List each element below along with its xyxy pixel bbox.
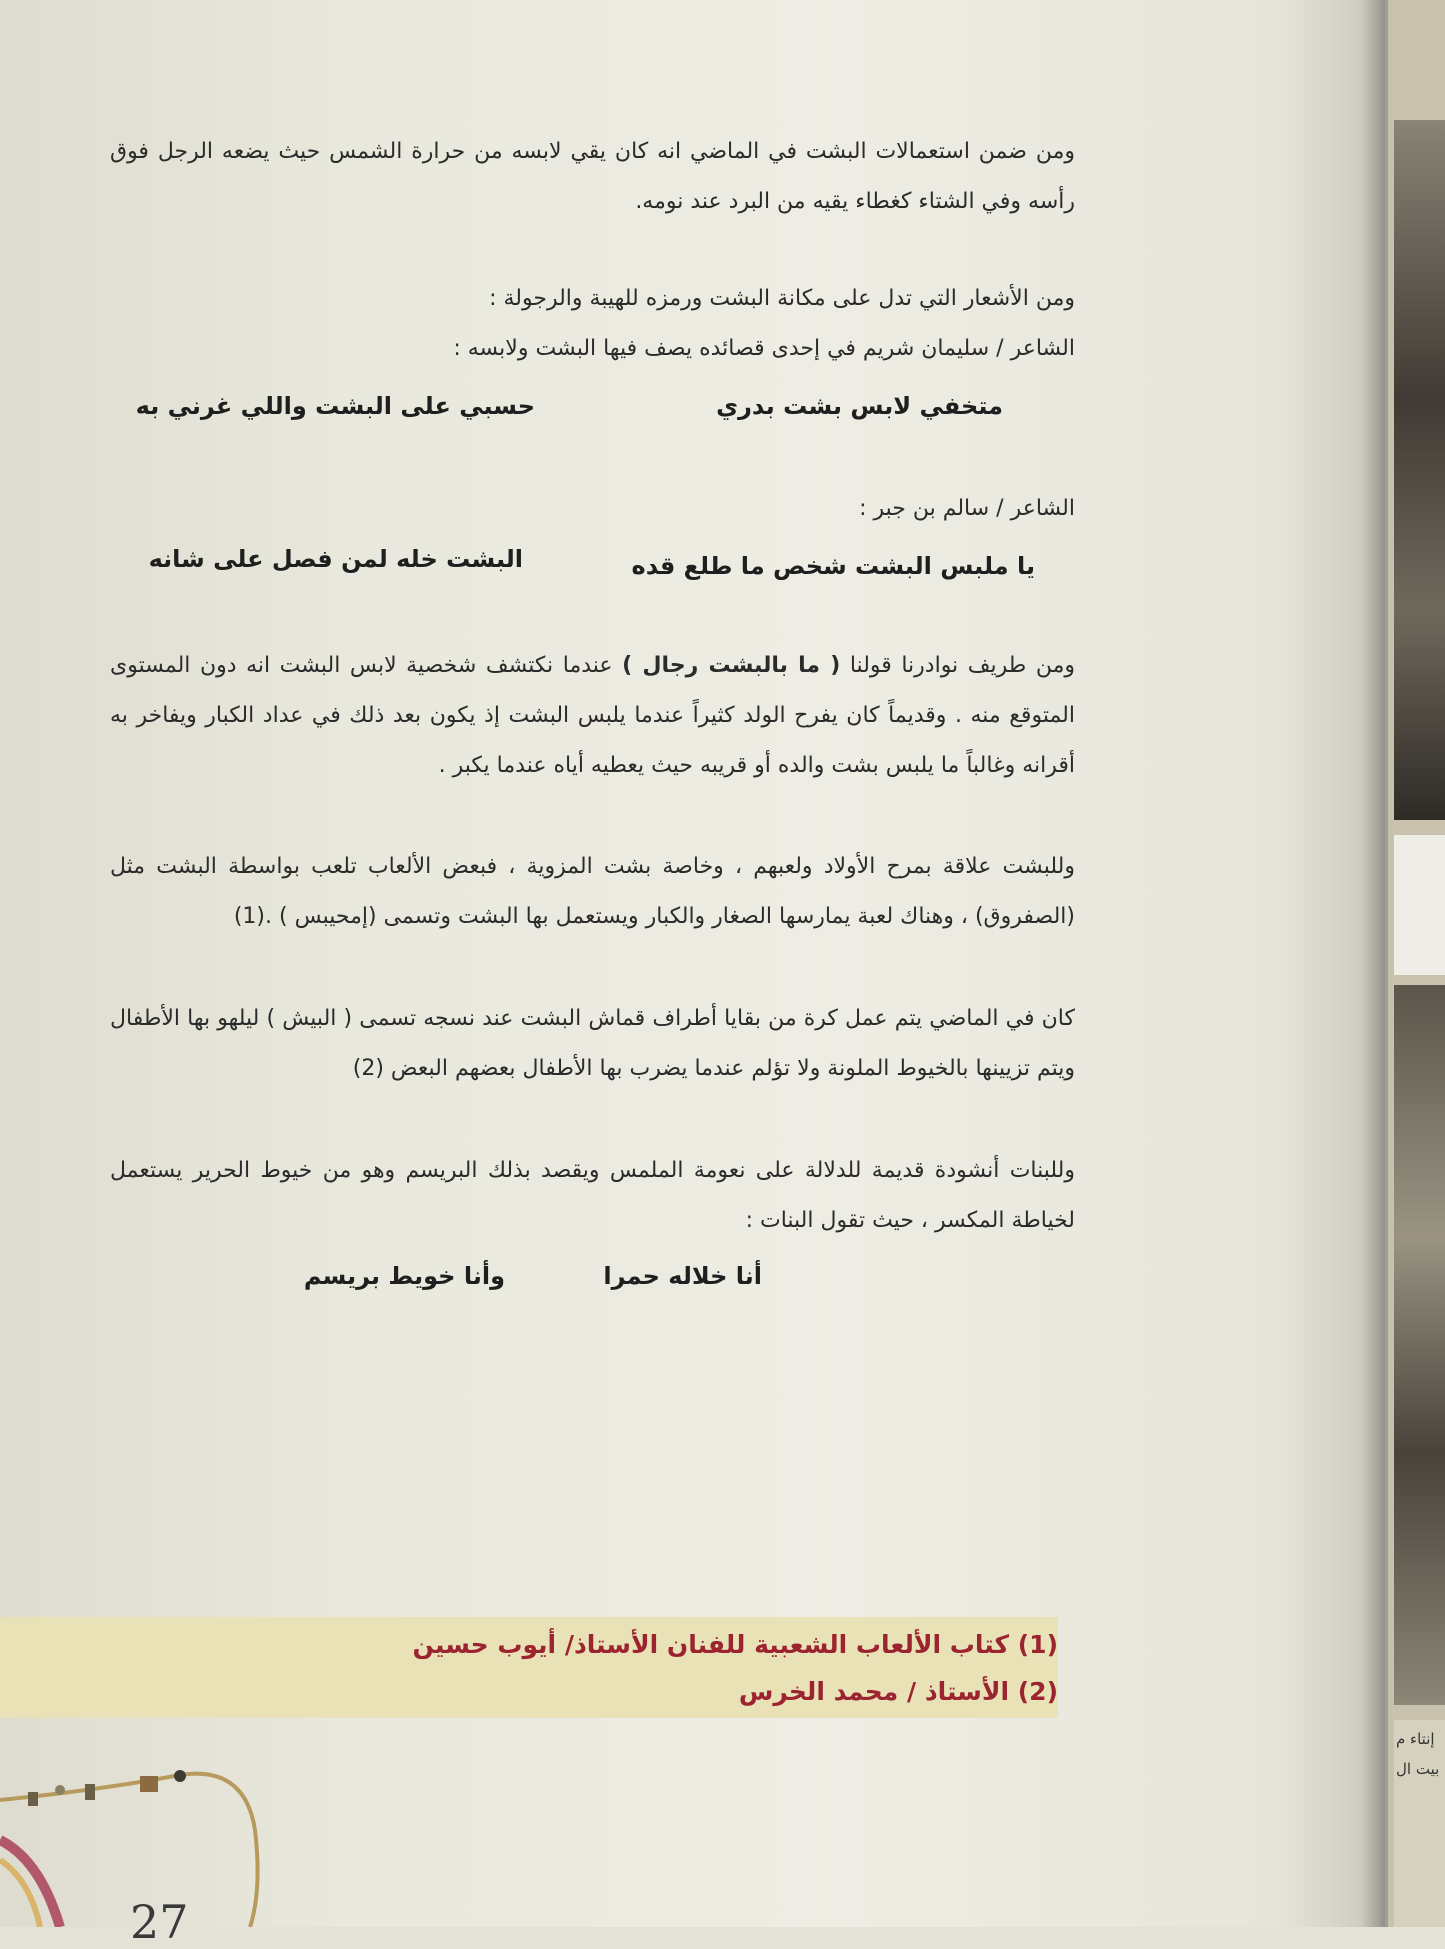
page-number: 27: [130, 1895, 189, 1949]
footnotes-band: [0, 1617, 1058, 1718]
verse-1-second-half: حسبي على البشت واللي غرني به: [135, 392, 535, 420]
paragraph-song: وللبنات أنشودة قديمة للدلالة على نعومة الملمس ويقصد بذلك البريسم وهو من خيوط الحرير يستعمل لخياطة المكسر ، حيث تقول البنات :: [110, 1158, 1075, 1233]
adjacent-fragment-1: إنتاء م: [1396, 1730, 1435, 1748]
footnote-2: (2) الأستاذ / محمد الخرس: [738, 1677, 1058, 1706]
poet-1-label: الشاعر / سليمان شريم في إحدى قصائده يصف فيها البشت ولابسه :: [453, 336, 1075, 361]
adjacent-photo-bottom: [1394, 985, 1445, 1705]
verse-3-first-half: أنا خلاله حمرا: [603, 1262, 762, 1290]
adjacent-page-edge: [1388, 0, 1445, 1927]
paragraph-anecdote-rest: عندما نكتشف شخصية لابس البشت انه دون المستوى المتوقع منه . وقديماً كان يفرح الولد كثيراً عندما يلبس البشت إذ يكون بعد ذلك في عداد الكبار ويفاخر به أقرانه وغالباً ما يلبس بشت والده أو قريبه حيث يعطيه أياه عندما يكبر .: [110, 653, 1075, 778]
proverb-phrase: ( ما بالبشت رجال ): [622, 653, 841, 678]
adjacent-white-area: [1394, 835, 1445, 975]
adjacent-fragment-2: بيت ال: [1396, 1760, 1440, 1778]
verse-2-first-half: يا ملبس البشت شخص ما طلع قده: [631, 552, 1035, 580]
verse-3-second-half: وأنا خويط بريسم: [303, 1262, 505, 1290]
page-gutter-shadow: [1360, 0, 1390, 1927]
adjacent-photo-top: [1394, 120, 1445, 820]
paragraph-bisht-uses: ومن ضمن استعمالات البشت في الماضي انه كان يقي لابسه من حرارة الشمس حيث يضعه الرجل فوق رأسه وفي الشتاء كغطاء يقيه من البرد عند نومه.: [110, 139, 1075, 214]
verse-2-second-half: البشت خله لمن فصل على شانه: [148, 545, 523, 573]
footnote-1: (1) كتاب الألعاب الشعبية للفنان الأستاذ/ أيوب حسين: [412, 1630, 1058, 1659]
poetry-intro: ومن الأشعار التي تدل على مكانة البشت ورمزه للهيبة والرجولة :: [489, 286, 1075, 311]
paragraph-games: وللبشت علاقة بمرح الأولاد ولعبهم ، وخاصة بشت المزوية ، فبعض الألعاب تلعب بواسطة البشت مثل (الصفروق) ، وهناك لعبة يمارسها الصغار والكبار ويستعمل بها البشت وتسمى (إمحيبس ) .(1): [110, 854, 1075, 929]
paragraph-anecdote: [110, 641, 1075, 791]
poet-2-label: الشاعر / سالم بن جبر :: [859, 496, 1075, 521]
adjacent-caption-area: [1394, 1720, 1445, 1927]
paragraph-ball: كان في الماضي يتم عمل كرة من بقايا أطراف قماش البشت عند نسجه تسمى ( البيش ) ليلهو بها الأطفال ويتم تزيينها بالخيوط الملونة ولا تؤلم عندما يضرب بها الأطفال بعضهم البعض (2): [110, 1006, 1075, 1081]
verse-1-first-half: متخفي لابس بشت بدري: [716, 392, 1003, 420]
paragraph-anecdote-start: ومن طريف نوادرنا قولنا: [840, 653, 1075, 678]
